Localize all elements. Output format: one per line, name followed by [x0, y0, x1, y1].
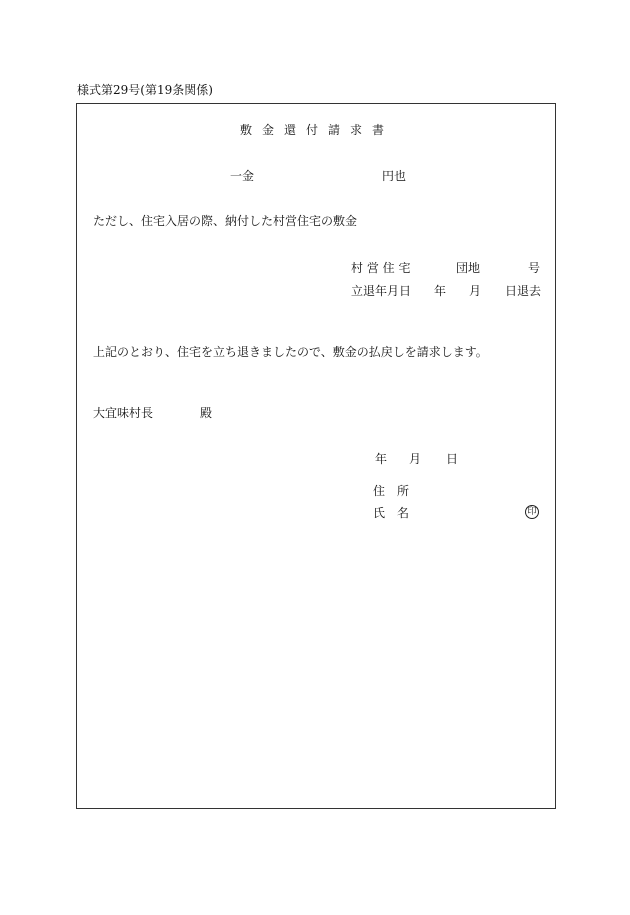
address-label: 住 所	[373, 484, 410, 498]
moveout-label: 立退年月日	[351, 284, 412, 298]
purpose-text: ただし、住宅入居の際、納付した村営住宅の敷金	[93, 214, 358, 228]
addressee-honorific: 殿	[200, 406, 213, 420]
date-year: 年	[375, 452, 388, 466]
amount-prefix: 一金	[230, 169, 255, 183]
housing-label: 村 営 住 宅	[351, 261, 411, 275]
form-frame	[76, 103, 556, 809]
housing-block-label: 団地	[456, 261, 481, 275]
seal-mark: 印	[525, 505, 539, 519]
date-day: 日	[446, 452, 459, 466]
moveout-year: 年	[434, 284, 447, 298]
housing-unit-label: 号	[528, 261, 541, 275]
name-label: 氏 名	[373, 506, 410, 520]
addressee-name: 大宜味村長	[93, 406, 154, 420]
date-month: 月	[409, 452, 422, 466]
moveout-month: 月	[469, 284, 482, 298]
request-text: 上記のとおり、住宅を立ち退きましたので、敷金の払戻しを請求します。	[93, 345, 488, 359]
form-title: 敷金還付請求書	[240, 123, 395, 137]
form-number: 様式第29号(第19条関係)	[77, 83, 213, 97]
amount-suffix: 円也	[382, 169, 407, 183]
moveout-day: 日退去	[505, 284, 542, 298]
